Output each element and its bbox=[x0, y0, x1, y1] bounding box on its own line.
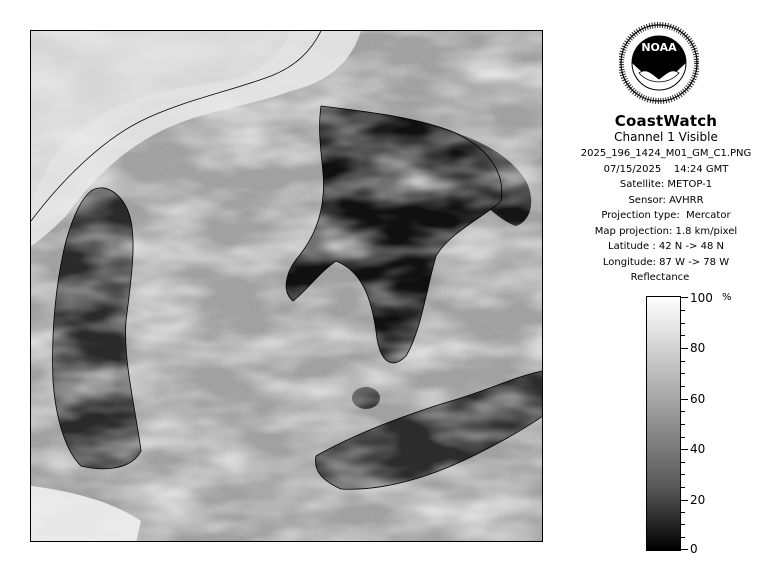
tick-minor bbox=[681, 524, 685, 525]
satellite-image bbox=[30, 30, 543, 542]
longitude-range: Longitude: 87 W -> 78 W bbox=[602, 256, 730, 268]
image-metadata bbox=[560, 146, 772, 270]
map-projection: Map projection: 1.8 km/pixel bbox=[594, 225, 738, 237]
scale-label-80: 80 bbox=[690, 341, 706, 355]
reflectance-colorbar bbox=[646, 296, 681, 551]
tick-major bbox=[681, 297, 688, 298]
noaa-logo bbox=[619, 17, 699, 109]
channel-label: Channel 1 Visible bbox=[614, 130, 718, 144]
filename: 2025_196_1424_M01_GM_C1.PNG bbox=[580, 148, 752, 159]
tick-major bbox=[681, 399, 688, 400]
tick-major bbox=[681, 549, 688, 550]
tick-minor bbox=[681, 386, 685, 387]
scale-label-60: 60 bbox=[690, 392, 706, 406]
tick-minor bbox=[681, 335, 685, 336]
tick-minor bbox=[681, 512, 685, 513]
tick-minor bbox=[681, 474, 685, 475]
tick-minor bbox=[681, 537, 685, 538]
tick-minor bbox=[681, 373, 685, 374]
sensor: Sensor: AVHRR bbox=[628, 194, 704, 206]
tick-minor bbox=[681, 487, 685, 488]
scale-label-0: 0 bbox=[690, 542, 698, 556]
tick-major bbox=[681, 449, 688, 450]
tick-minor bbox=[681, 437, 685, 438]
tick-major bbox=[681, 500, 688, 501]
projection-type: Projection type: Mercator bbox=[601, 210, 731, 221]
tick-minor bbox=[681, 323, 685, 324]
scale-label-100: 100 bbox=[690, 291, 713, 305]
logo-text: NOAA bbox=[641, 41, 677, 54]
tick-minor bbox=[681, 310, 685, 311]
tick-major bbox=[681, 348, 688, 349]
tick-minor bbox=[681, 424, 685, 425]
tick-minor bbox=[681, 361, 685, 362]
tick-minor bbox=[681, 411, 685, 412]
scale-title: Reflectance bbox=[630, 272, 690, 283]
satellite: Satellite: METOP-1 bbox=[619, 179, 713, 190]
scale-label-40: 40 bbox=[690, 442, 706, 456]
brand-title: CoastWatch bbox=[614, 112, 718, 130]
scale-label-20: 20 bbox=[690, 493, 706, 507]
tick-minor bbox=[681, 462, 685, 463]
scale-unit: % bbox=[722, 292, 732, 303]
datetime: 07/15/2025 14:24 GMT bbox=[603, 163, 729, 175]
latitude-range: Latitude : 42 N -> 48 N bbox=[608, 241, 724, 252]
